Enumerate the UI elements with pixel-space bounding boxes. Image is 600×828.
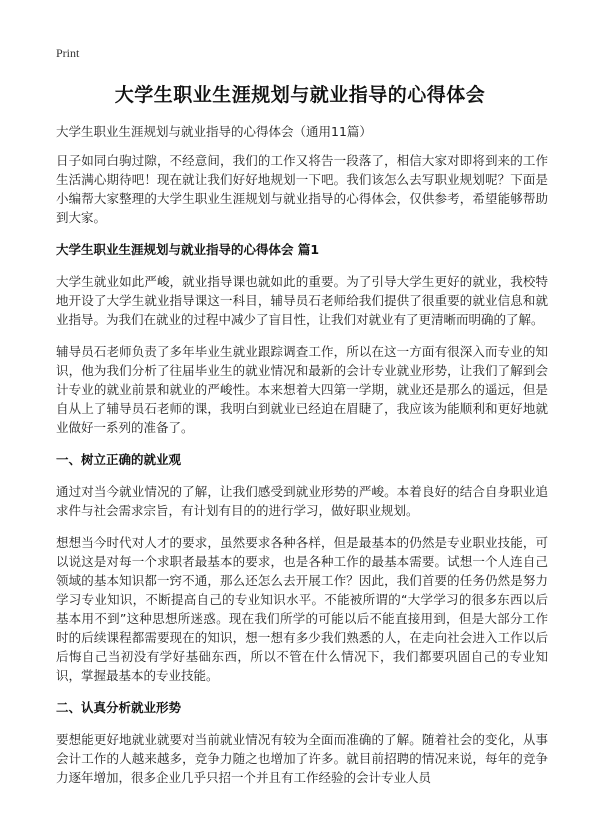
section1-paragraph-2: 辅导员石老师负责了多年毕业生就业跟踪调查工作，所以在这一方面有很深入而专业的知识，他为我们分析了往届毕业生的就业情况和最新的会计专业就业形势，让我们了解到会计专业的就业前景和就业的严峻性。本来想着大四第一学期，就业还是那么的遥远，但是自从上了辅导员石老师的课，我明白到就业已经迫在眉睫了，我应该为能顺利和更好地就业做好一系列的准备了。 [56,344,548,435]
intro-paragraph: 日子如同白驹过隙，不经意间，我们的工作又将告一段落了，相信大家对即将到来的工作生活满心期待吧！现在就让我们好好地规划一下吧。我们该怎么去写职业规划呢？下面是小编帮大家整理的大学生职业生涯规划与就业指导的心得体会，仅供参考，希望能够帮助到大家。 [56,153,548,225]
one-paragraph-1: 通过对当今就业情况的了解，让我们感受到就业形势的严峻。本着良好的结合自身职业追求件与社会需求宗旨，有计划有目的的进行学习，做好职业规划。 [56,484,548,518]
one-paragraph-2: 想想当今时代对人才的要求，虽然要求各种各样，但是最基本的仍然是专业职业技能，可以说这是对每一个求职者最基本的要求，也是各种工作的最基本需要。试想一个人连自己领域的基本知识都一窍不通，那么还怎么去开展工作？因此，我们首要的任务仍然是努力学习专业知识，不断提高自己的专业知识水平。不能被所谓的“大学学习的很多东西以后基本用不到”这种思想所迷惑。现在我们所学的可能以后不能直接用到，但是大部分工作时的后续课程都需要现在的知识，想一想有多少我们熟悉的人，在走向社会进入工作以后后悔自己当初没有学好基础东西，所以不管在什么情况下，我们都要巩固自己的专业知识，掌握最基本的专业技能。 [56,535,548,683]
subheading-two: 二、认真分析就业形势 [56,700,182,715]
print-link[interactable]: Print [56,46,80,60]
section-heading-1: 大学生职业生涯规划与就业指导的心得体会 篇1 [56,242,320,257]
subheading-one: 一、树立正确的就业观 [56,452,182,467]
article-subtitle: 大学生职业生涯规划与就业指导的心得体会（通用11篇） [56,124,372,139]
section1-paragraph-1: 大学生就业如此严峻，就业指导课也就如此的重要。为了引导大学生更好的就业，我校特地开设了大学生就业指导课这一科目，辅导员石老师给我们提供了很重要的就业信息和就业指导。为我们在就业的过程中减少了盲目性，让我们对就业有了更清晰而明确的了解。 [56,274,548,327]
page-title: 大学生职业生涯规划与就业指导的心得体会 [114,84,486,106]
article-body [56,122,548,800]
two-paragraph-1: 要想能更好地就业就要对当前就业情况有较为全面而准确的了解。随着社会的变化，从事会计工作的人越来越多，竞争力随之也增加了许多。就目前招聘的情况来说，每年的竞争力逐年增加，很多企业几乎只招一个并且有工作经验的会计专业人员 [56,732,548,785]
